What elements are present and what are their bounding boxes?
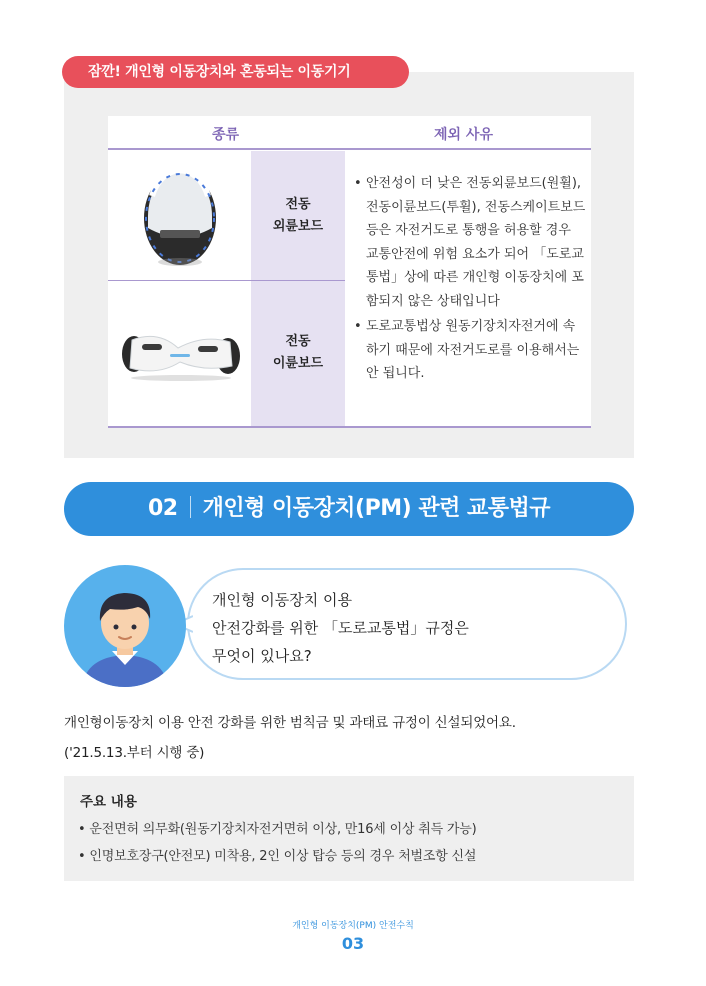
notice-tag: 잠깐! 개인형 이동장치와 혼동되는 이동기기	[62, 56, 409, 88]
name-column	[251, 151, 345, 426]
section-header	[64, 482, 634, 536]
section-number: 02	[147, 496, 178, 521]
list-item: • 인명보호장구(안전모) 미착용, 2인 이상 탑승 등의 경우 처벌조항 신설	[78, 849, 477, 864]
device-name-unicycle: 전동 외륜보드	[272, 197, 324, 234]
hoverboard-image	[118, 326, 244, 382]
person-avatar-icon	[64, 565, 186, 687]
list-item: • 운전면허 의무화(원동기장치자전거면허 이상, 만16세 이상 취득 가능)	[78, 822, 477, 837]
table-header	[108, 116, 591, 150]
row-divider	[108, 280, 345, 281]
reason-item: • 안전성이 더 낮은 전동외륜보드(원휠), 전동이륜보드(투휠), 전동스케이트보드 등은 자전거도로 통행을 허용할 경우 교통안전에 위험 요소가 되어 「도로교통법」상에 따른 개인형 이동장치에 포함되지 않은 상태입니다	[354, 176, 586, 309]
electric-unicycle-image	[140, 166, 220, 268]
exclusion-reasons	[354, 172, 586, 386]
section-title: 개인형 이동장치(PM) 관련 교통법규	[202, 496, 550, 521]
answer-text: 개인형이동장치 이용 안전 강화를 위한 범칙금 및 과태료 규정이 신설되었어요. ('21.5.13.부터 시행 중)	[64, 715, 516, 761]
reason-item: • 도로교통법상 원동기장치자전거에 속하기 때문에 자전거도로를 이용해서는 안 됩니다.	[354, 319, 580, 381]
page-number: 03	[341, 934, 365, 953]
header-reason: 제외 사유	[434, 127, 493, 143]
main-content-list	[78, 816, 477, 870]
device-name-hoverboard: 전동 이륜보드	[272, 334, 324, 371]
main-content-title: 주요 내용	[80, 794, 137, 810]
footer-caption: 개인형 이동장치(PM) 안전수칙	[292, 921, 414, 931]
section-divider	[190, 496, 191, 518]
header-kind: 종류	[212, 127, 240, 143]
question-text: 개인형 이동장치 이용 안전강화를 위한 「도로교통법」규정은 무엇이 있나요?	[212, 591, 469, 665]
table-bottom-rule	[108, 426, 591, 428]
